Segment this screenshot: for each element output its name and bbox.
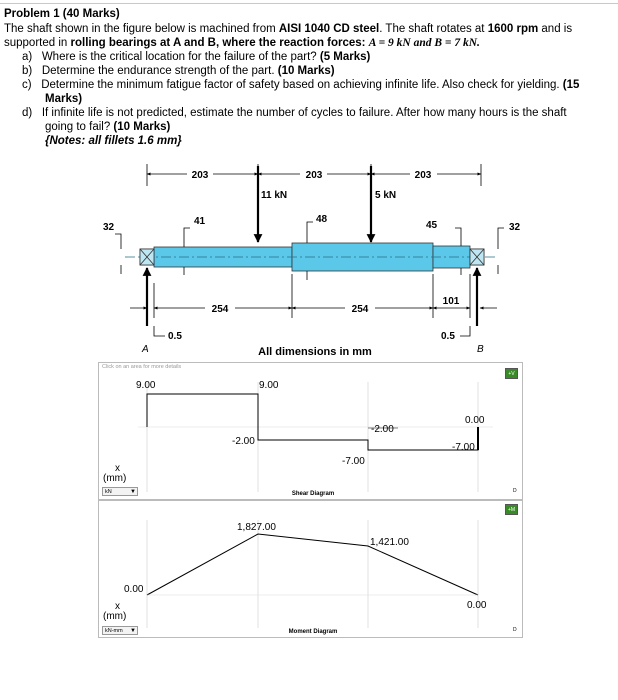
question-a-marks: (5 Marks)	[319, 51, 371, 63]
moment-unit-select[interactable]	[102, 626, 138, 635]
bearing-b-label: B	[477, 344, 484, 355]
bearing-a-icon	[140, 249, 154, 265]
diameter-label-4: 45	[426, 220, 438, 231]
question-d-text-2: going to fail?	[45, 121, 111, 133]
chevron-down-icon: ▼	[130, 628, 136, 634]
load-right-label: 5 kN	[375, 190, 397, 201]
shear-label-4: -2.00	[371, 424, 394, 435]
fillet-right-label: 0.5	[441, 331, 455, 342]
question-b-marks: (10 Marks)	[277, 65, 335, 77]
dim-bottom-2: 254	[351, 304, 369, 315]
problem-intro-line-1	[4, 22, 572, 36]
diameter-label-3: 48	[316, 214, 328, 225]
question-c	[22, 78, 579, 92]
question-c-text: Determine the minimum fatigue factor of safety based on achieving infinite life. Also check for yielding.	[41, 79, 560, 91]
problem-intro-line-2	[4, 36, 480, 50]
question-a	[22, 50, 370, 64]
diameter-label-1: 32	[103, 222, 115, 233]
bearing-a-label: A	[142, 344, 149, 355]
shear-chart	[98, 362, 523, 500]
shear-label-3: -2.00	[232, 436, 255, 447]
reaction-forces: A = 9 kN and B = 7 kN.	[368, 37, 480, 49]
question-c-marks: (15	[562, 79, 580, 91]
moment-diagram-line	[147, 534, 478, 595]
fillet-note: {Notes: all fillets 1.6 mm}	[45, 135, 182, 147]
moment-label-3: 0.00	[124, 584, 144, 595]
diameter-label-5: 32	[509, 222, 521, 233]
question-b	[22, 64, 335, 78]
dim-top-2: 203	[305, 170, 323, 181]
shear-corner-label: D	[513, 488, 517, 494]
shear-label-5: -7.00	[342, 456, 365, 467]
intro-text-1: The shaft shown in the figure below is machined from	[4, 23, 279, 35]
question-d-letter: d)	[22, 107, 33, 119]
moment-unit-value: kN-mm	[105, 628, 123, 634]
shear-unit-value: kN	[105, 489, 112, 495]
moment-axis-unit: (mm)	[103, 611, 127, 622]
fillet-left-label: 0.5	[168, 331, 182, 342]
shaft-speed: 1600 rpm	[487, 23, 539, 35]
problem-title: Problem 1 (40 Marks)	[4, 8, 120, 20]
bearing-description: rolling bearings at A and B, where the reaction forces:	[70, 37, 366, 49]
question-d-text: If infinite life is not predicted, estimate the number of cycles to failure. After how many hours is the shaft	[41, 107, 567, 119]
dimension-caption: All dimensions in mm	[258, 346, 372, 358]
moment-label-4: 0.00	[467, 600, 487, 611]
intro-text-3: and is	[538, 23, 573, 35]
intro-text-4: supported in	[4, 37, 71, 49]
shear-label-7: -7.00	[452, 442, 475, 453]
shear-label-6: 0.00	[465, 415, 485, 426]
shear-diagram-title: Shear Diagram	[291, 491, 335, 497]
moment-corner-label: D	[513, 627, 517, 633]
shear-add-button[interactable]: +V	[505, 368, 518, 379]
shear-diagram-line	[147, 394, 478, 450]
shear-unit-select[interactable]	[102, 487, 138, 496]
moment-diagram-title: Moment Diagram	[288, 629, 338, 635]
moment-label-1: 1,827.00	[237, 522, 276, 533]
moment-axis-x: x	[115, 601, 120, 612]
diameter-label-2: 41	[194, 216, 206, 227]
shaft-body	[125, 243, 495, 271]
moment-chart	[98, 500, 523, 638]
dim-101: 101	[442, 296, 460, 307]
question-d-marks: (10 Marks)	[113, 121, 171, 133]
question-d-cont	[45, 120, 170, 134]
question-b-text: Determine the endurance strength of the part.	[41, 65, 275, 77]
dim-bottom-1: 254	[211, 304, 229, 315]
dim-top-1: 203	[191, 170, 209, 181]
moment-add-button[interactable]: +M	[505, 504, 518, 515]
material-name: AISI 1040 CD steel	[278, 23, 380, 35]
moment-label-2: 1,421.00	[370, 537, 409, 548]
question-c-marks-cont: Marks)	[45, 93, 83, 105]
question-c-letter: c)	[22, 79, 32, 91]
question-b-letter: b)	[22, 65, 33, 77]
dim-top-3: 203	[414, 170, 432, 181]
intro-text-2: . The shaft rotates at	[379, 23, 488, 35]
shear-label-1: 9.00	[136, 380, 156, 391]
question-d	[22, 106, 567, 120]
top-rule	[0, 3, 618, 4]
bearing-b-icon	[470, 249, 484, 265]
shear-axis-unit: (mm)	[103, 473, 127, 484]
load-left-label: 11 kN	[261, 190, 288, 201]
question-a-text: Where is the critical location for the failure of the part?	[41, 51, 317, 63]
chevron-down-icon: ▼	[130, 489, 136, 495]
shaft-figure	[95, 158, 525, 358]
shear-label-2: 9.00	[259, 380, 279, 391]
question-a-letter: a)	[22, 51, 33, 63]
shear-end-marker	[477, 427, 479, 450]
shear-hint: Click on an area for more details	[102, 364, 182, 370]
shear-axis-x: x	[115, 463, 120, 474]
